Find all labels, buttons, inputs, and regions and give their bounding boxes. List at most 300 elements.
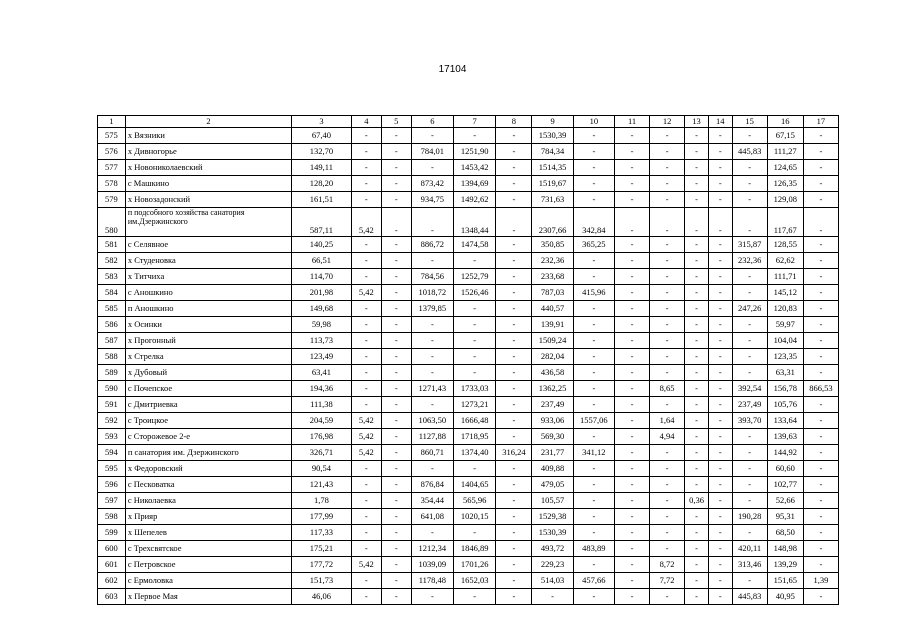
value-cell: - <box>685 461 709 477</box>
value-cell: - <box>573 269 614 285</box>
value-cell: 457,66 <box>573 573 614 589</box>
settlement-name-cell: с Николаевка <box>125 493 291 509</box>
table-row <box>98 365 839 381</box>
value-cell: 784,01 <box>411 144 453 160</box>
value-cell: 493,72 <box>532 541 573 557</box>
value-cell: - <box>411 128 453 144</box>
value-cell: 126,35 <box>767 176 803 192</box>
value-cell: - <box>573 429 614 445</box>
row-number-cell: 581 <box>98 237 126 253</box>
value-cell: - <box>708 208 732 237</box>
value-cell: - <box>685 413 709 429</box>
value-cell: - <box>615 589 650 605</box>
settlement-name-cell: п подсобного хозяйства санатория им.Дзержинского <box>125 208 291 237</box>
value-cell: - <box>411 349 453 365</box>
value-cell: - <box>351 477 381 493</box>
table-row <box>98 589 839 605</box>
value-cell: - <box>496 349 532 365</box>
value-cell: - <box>381 285 411 301</box>
table-body <box>98 128 839 605</box>
value-cell: - <box>803 541 838 557</box>
table-row <box>98 128 839 144</box>
value-cell: - <box>708 192 732 208</box>
value-cell: - <box>685 285 709 301</box>
value-cell: - <box>708 269 732 285</box>
value-cell: - <box>615 160 650 176</box>
value-cell: - <box>496 381 532 397</box>
value-cell: - <box>650 269 685 285</box>
value-cell: - <box>803 461 838 477</box>
value-cell: 641,08 <box>411 509 453 525</box>
value-cell: - <box>650 144 685 160</box>
value-cell: - <box>803 365 838 381</box>
value-cell: - <box>411 333 453 349</box>
value-cell: - <box>381 365 411 381</box>
value-cell: - <box>732 477 767 493</box>
column-header-14: 14 <box>708 116 732 128</box>
value-cell: 860,71 <box>411 445 453 461</box>
value-cell: - <box>454 317 496 333</box>
value-cell: - <box>573 493 614 509</box>
value-cell: - <box>381 237 411 253</box>
column-header-13: 13 <box>685 116 709 128</box>
row-number-cell: 602 <box>98 573 126 589</box>
value-cell: - <box>650 477 685 493</box>
value-cell: - <box>615 285 650 301</box>
value-cell: - <box>685 397 709 413</box>
value-cell: 139,29 <box>767 557 803 573</box>
table-row <box>98 192 839 208</box>
value-cell: 59,97 <box>767 317 803 333</box>
value-cell: - <box>615 429 650 445</box>
value-cell: - <box>650 176 685 192</box>
table-row <box>98 397 839 413</box>
value-cell: 177,99 <box>292 509 352 525</box>
value-cell: 113,73 <box>292 333 352 349</box>
value-cell: - <box>803 349 838 365</box>
value-cell: - <box>650 397 685 413</box>
value-cell: - <box>615 381 650 397</box>
row-number-cell: 599 <box>98 525 126 541</box>
page-number: 17104 <box>438 64 467 75</box>
value-cell: - <box>803 525 838 541</box>
value-cell: - <box>803 160 838 176</box>
table-header-row <box>98 116 839 128</box>
value-cell: - <box>708 445 732 461</box>
value-cell: - <box>573 253 614 269</box>
row-number-cell: 575 <box>98 128 126 144</box>
table-row <box>98 477 839 493</box>
row-number-cell: 583 <box>98 269 126 285</box>
value-cell: 132,70 <box>292 144 352 160</box>
value-cell: 95,31 <box>767 509 803 525</box>
column-header-16: 16 <box>767 116 803 128</box>
value-cell: - <box>650 589 685 605</box>
value-cell: - <box>732 365 767 381</box>
value-cell: - <box>803 176 838 192</box>
value-cell: 128,20 <box>292 176 352 192</box>
settlement-name-cell: х Новониколаевский <box>125 160 291 176</box>
value-cell: - <box>496 573 532 589</box>
value-cell: 111,38 <box>292 397 352 413</box>
value-cell: - <box>615 493 650 509</box>
column-header-11: 11 <box>615 116 650 128</box>
value-cell: 392,54 <box>732 381 767 397</box>
value-cell: 5,42 <box>351 208 381 237</box>
value-cell: - <box>650 208 685 237</box>
value-cell: - <box>803 589 838 605</box>
value-cell: - <box>650 128 685 144</box>
value-cell: - <box>496 160 532 176</box>
value-cell: 440,57 <box>532 301 573 317</box>
value-cell: - <box>685 208 709 237</box>
settlement-name-cell: п санатория им. Дзержинского <box>125 445 291 461</box>
value-cell: - <box>708 493 732 509</box>
value-cell: 1509,24 <box>532 333 573 349</box>
value-cell: - <box>381 429 411 445</box>
value-cell: 354,44 <box>411 493 453 509</box>
value-cell: - <box>351 237 381 253</box>
value-cell: 483,89 <box>573 541 614 557</box>
value-cell: 1252,79 <box>454 269 496 285</box>
row-number-cell: 603 <box>98 589 126 605</box>
value-cell: - <box>708 589 732 605</box>
value-cell: 60,60 <box>767 461 803 477</box>
value-cell: 876,84 <box>411 477 453 493</box>
value-cell: 1374,40 <box>454 445 496 461</box>
value-cell: - <box>454 349 496 365</box>
value-cell: - <box>351 192 381 208</box>
row-number-cell: 588 <box>98 349 126 365</box>
value-cell: - <box>381 573 411 589</box>
row-number-cell: 580 <box>98 208 126 237</box>
value-cell: - <box>381 176 411 192</box>
value-cell: - <box>803 285 838 301</box>
settlement-name-cell: с Почепское <box>125 381 291 397</box>
value-cell: 1530,39 <box>532 128 573 144</box>
value-cell: - <box>685 573 709 589</box>
value-cell: 1394,69 <box>454 176 496 192</box>
value-cell: - <box>685 509 709 525</box>
value-cell: - <box>615 176 650 192</box>
value-cell: - <box>803 301 838 317</box>
value-cell: - <box>381 317 411 333</box>
column-header-4: 4 <box>351 116 381 128</box>
value-cell: 393,70 <box>732 413 767 429</box>
value-cell: - <box>381 192 411 208</box>
value-cell: - <box>803 128 838 144</box>
value-cell: 415,96 <box>573 285 614 301</box>
value-cell: - <box>381 144 411 160</box>
value-cell: 151,65 <box>767 573 803 589</box>
value-cell: - <box>496 413 532 429</box>
column-header-8: 8 <box>496 116 532 128</box>
column-header-12: 12 <box>650 116 685 128</box>
value-cell: - <box>803 253 838 269</box>
value-cell: 420,11 <box>732 541 767 557</box>
value-cell: - <box>411 525 453 541</box>
value-cell: - <box>615 541 650 557</box>
value-cell: 5,42 <box>351 445 381 461</box>
settlement-name-cell: с Сторожевое 2-е <box>125 429 291 445</box>
value-cell: - <box>732 208 767 237</box>
value-cell: - <box>615 128 650 144</box>
table-row <box>98 317 839 333</box>
value-cell: 62,62 <box>767 253 803 269</box>
value-cell: - <box>351 253 381 269</box>
value-cell: 341,12 <box>573 445 614 461</box>
value-cell: - <box>685 192 709 208</box>
row-number-cell: 579 <box>98 192 126 208</box>
value-cell: - <box>685 128 709 144</box>
row-number-cell: 595 <box>98 461 126 477</box>
value-cell: 1178,48 <box>411 573 453 589</box>
value-cell: - <box>708 365 732 381</box>
value-cell: - <box>351 269 381 285</box>
value-cell: 247,26 <box>732 301 767 317</box>
value-cell: - <box>351 128 381 144</box>
value-cell: - <box>685 176 709 192</box>
value-cell: - <box>685 525 709 541</box>
value-cell: 1652,03 <box>454 573 496 589</box>
value-cell: - <box>411 253 453 269</box>
value-cell: - <box>650 285 685 301</box>
value-cell: - <box>496 525 532 541</box>
value-cell: 315,87 <box>732 237 767 253</box>
value-cell: - <box>351 493 381 509</box>
row-number-cell: 584 <box>98 285 126 301</box>
value-cell: - <box>615 333 650 349</box>
value-cell: 133,64 <box>767 413 803 429</box>
value-cell: - <box>732 349 767 365</box>
value-cell: 177,72 <box>292 557 352 573</box>
value-cell: - <box>615 208 650 237</box>
column-header-15: 15 <box>732 116 767 128</box>
value-cell: - <box>496 192 532 208</box>
value-cell: 67,15 <box>767 128 803 144</box>
value-cell: - <box>708 509 732 525</box>
settlement-name-cell: с Песковатка <box>125 477 291 493</box>
value-cell: - <box>650 461 685 477</box>
value-cell: - <box>411 160 453 176</box>
value-cell: 105,57 <box>532 493 573 509</box>
value-cell: - <box>351 381 381 397</box>
value-cell: - <box>650 445 685 461</box>
value-cell: - <box>803 445 838 461</box>
value-cell: - <box>685 541 709 557</box>
value-cell: - <box>650 509 685 525</box>
value-cell: - <box>615 269 650 285</box>
value-cell: - <box>650 301 685 317</box>
value-cell: - <box>650 317 685 333</box>
value-cell: 1526,46 <box>454 285 496 301</box>
settlement-name-cell: с Петровское <box>125 557 291 573</box>
row-number-cell: 598 <box>98 509 126 525</box>
value-cell: - <box>650 253 685 269</box>
row-number-cell: 600 <box>98 541 126 557</box>
value-cell: - <box>732 128 767 144</box>
table-row <box>98 349 839 365</box>
value-cell: - <box>615 365 650 381</box>
value-cell: 326,71 <box>292 445 352 461</box>
value-cell: - <box>496 128 532 144</box>
value-cell: 1127,88 <box>411 429 453 445</box>
row-number-cell: 586 <box>98 317 126 333</box>
column-header-6: 6 <box>411 116 453 128</box>
value-cell: - <box>685 557 709 573</box>
value-cell: 139,91 <box>532 317 573 333</box>
value-cell: - <box>381 349 411 365</box>
value-cell: - <box>573 192 614 208</box>
settlement-name-cell: х Шепелев <box>125 525 291 541</box>
value-cell: - <box>573 349 614 365</box>
value-cell: - <box>496 509 532 525</box>
value-cell: - <box>685 237 709 253</box>
settlement-name-cell: х Осинки <box>125 317 291 333</box>
settlement-name-cell: с Машкино <box>125 176 291 192</box>
value-cell: 565,96 <box>454 493 496 509</box>
value-cell: 8,72 <box>650 557 685 573</box>
value-cell: 1846,89 <box>454 541 496 557</box>
value-cell: - <box>573 509 614 525</box>
value-cell: - <box>411 397 453 413</box>
value-cell: - <box>496 493 532 509</box>
value-cell: - <box>351 317 381 333</box>
value-cell: - <box>496 477 532 493</box>
value-cell: - <box>496 301 532 317</box>
value-cell: 102,77 <box>767 477 803 493</box>
value-cell: 67,40 <box>292 128 352 144</box>
value-cell: 123,49 <box>292 349 352 365</box>
value-cell: 140,25 <box>292 237 352 253</box>
value-cell: - <box>496 461 532 477</box>
table-row <box>98 413 839 429</box>
value-cell: - <box>351 541 381 557</box>
column-header-5: 5 <box>381 116 411 128</box>
value-cell: - <box>685 365 709 381</box>
value-cell: - <box>381 477 411 493</box>
value-cell: 1404,65 <box>454 477 496 493</box>
value-cell: 1,78 <box>292 493 352 509</box>
value-cell: - <box>496 365 532 381</box>
value-cell: - <box>381 397 411 413</box>
value-cell: - <box>650 160 685 176</box>
value-cell: 129,08 <box>767 192 803 208</box>
row-number-cell: 582 <box>98 253 126 269</box>
value-cell: - <box>351 573 381 589</box>
value-cell: 111,27 <box>767 144 803 160</box>
value-cell: - <box>708 461 732 477</box>
value-cell: 90,54 <box>292 461 352 477</box>
value-cell: - <box>732 317 767 333</box>
value-cell: 1273,21 <box>454 397 496 413</box>
settlement-name-cell: с Троицкое <box>125 413 291 429</box>
value-cell: - <box>381 269 411 285</box>
row-number-cell: 590 <box>98 381 126 397</box>
value-cell: 149,68 <box>292 301 352 317</box>
value-cell: - <box>454 461 496 477</box>
value-cell: 201,98 <box>292 285 352 301</box>
row-number-cell: 597 <box>98 493 126 509</box>
value-cell: - <box>351 461 381 477</box>
value-cell: - <box>803 208 838 237</box>
value-cell: - <box>650 333 685 349</box>
value-cell: 1492,62 <box>454 192 496 208</box>
value-cell: - <box>685 317 709 333</box>
value-cell: - <box>573 144 614 160</box>
row-number-cell: 587 <box>98 333 126 349</box>
table-row <box>98 176 839 192</box>
value-cell: - <box>615 301 650 317</box>
value-cell: - <box>708 397 732 413</box>
settlement-name-cell: с Селявное <box>125 237 291 253</box>
value-cell: - <box>803 413 838 429</box>
value-cell: - <box>803 269 838 285</box>
value-cell: - <box>685 301 709 317</box>
value-cell: 1271,43 <box>411 381 453 397</box>
value-cell: - <box>708 237 732 253</box>
table-row <box>98 525 839 541</box>
value-cell: - <box>573 557 614 573</box>
value-cell: - <box>615 525 650 541</box>
value-cell: 873,42 <box>411 176 453 192</box>
value-cell: - <box>803 477 838 493</box>
value-cell: 63,41 <box>292 365 352 381</box>
value-cell: - <box>732 160 767 176</box>
value-cell: - <box>351 160 381 176</box>
value-cell: 569,30 <box>532 429 573 445</box>
value-cell: - <box>496 285 532 301</box>
value-cell: 5,42 <box>351 285 381 301</box>
value-cell: 1348,44 <box>454 208 496 237</box>
value-cell: - <box>685 381 709 397</box>
value-cell: - <box>573 317 614 333</box>
value-cell: 2307,66 <box>532 208 573 237</box>
value-cell: - <box>454 301 496 317</box>
value-cell: - <box>615 477 650 493</box>
value-cell: - <box>615 445 650 461</box>
row-number-cell: 576 <box>98 144 126 160</box>
table-row <box>98 541 839 557</box>
value-cell: - <box>615 557 650 573</box>
value-cell: - <box>381 381 411 397</box>
value-cell: - <box>573 333 614 349</box>
value-cell: - <box>685 253 709 269</box>
value-cell: - <box>496 397 532 413</box>
value-cell: 587,11 <box>292 208 352 237</box>
value-cell: 68,50 <box>767 525 803 541</box>
settlement-name-cell: х Прияр <box>125 509 291 525</box>
value-cell: 124,65 <box>767 160 803 176</box>
value-cell: - <box>732 285 767 301</box>
value-cell: 365,25 <box>573 237 614 253</box>
value-cell: - <box>732 493 767 509</box>
value-cell: 342,84 <box>573 208 614 237</box>
value-cell: - <box>381 541 411 557</box>
value-cell: - <box>351 333 381 349</box>
value-cell: 175,21 <box>292 541 352 557</box>
value-cell: - <box>496 237 532 253</box>
value-cell: - <box>708 573 732 589</box>
table-row <box>98 429 839 445</box>
value-cell: - <box>685 333 709 349</box>
row-number-cell: 585 <box>98 301 126 317</box>
value-cell: - <box>351 176 381 192</box>
value-cell: 1519,67 <box>532 176 573 192</box>
table-row <box>98 557 839 573</box>
value-cell: 121,43 <box>292 477 352 493</box>
value-cell: 114,70 <box>292 269 352 285</box>
